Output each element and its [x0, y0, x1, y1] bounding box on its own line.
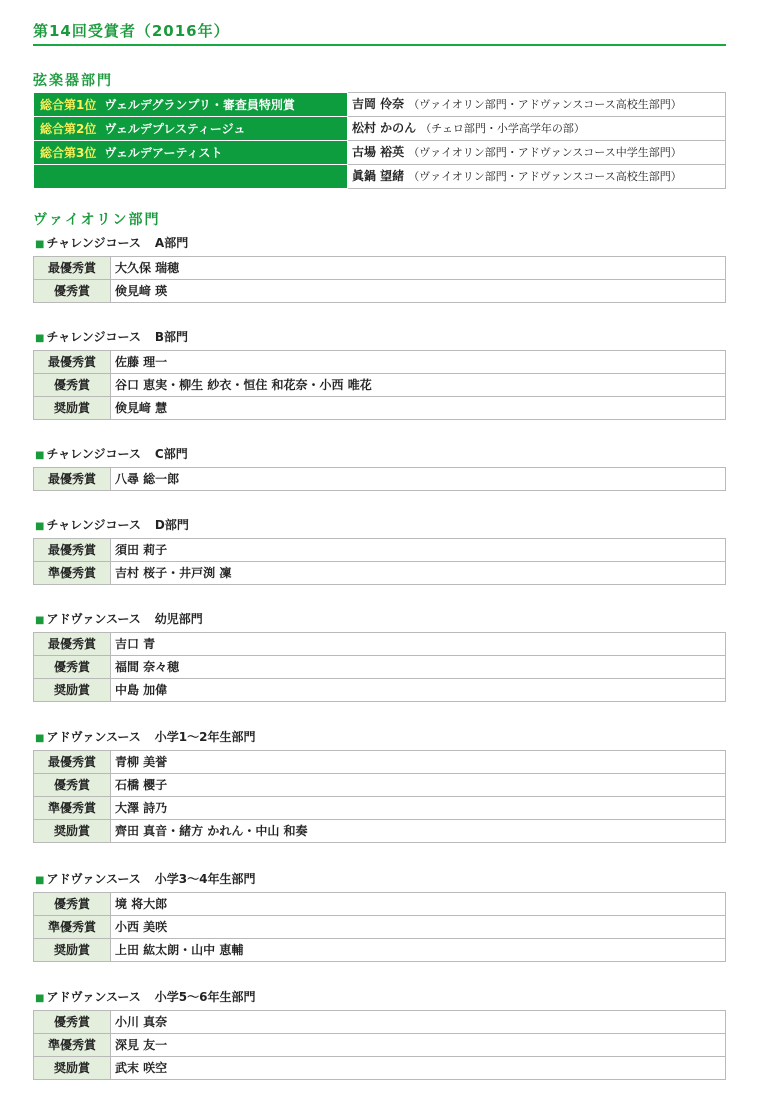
prize-cell: 奨励賞: [34, 397, 111, 420]
names-cell: 倹見﨑 瑛: [111, 280, 726, 303]
strings-section-heading: 弦楽器部門: [33, 73, 113, 89]
table-row: [34, 797, 726, 820]
table-row: [34, 656, 726, 679]
prize-cell: 優秀賞: [34, 656, 111, 679]
table-row: [34, 468, 726, 491]
prize-cell: 最優秀賞: [34, 633, 111, 656]
violin-section-heading: ヴァイオリン部門: [33, 212, 161, 228]
group-course: アドヴァンスース: [46, 730, 141, 744]
names-cell: 上田 紘太朗・山中 恵輔: [111, 939, 726, 962]
names-cell: 吉口 青: [111, 633, 726, 656]
group-division: A部門: [154, 236, 189, 250]
table-row: [34, 539, 726, 562]
names-cell: 小西 美咲: [111, 916, 726, 939]
prize-table: [33, 632, 726, 702]
award-cell: [34, 93, 348, 117]
square-bullet-icon: ■: [35, 733, 45, 744]
prize-table: [33, 892, 726, 962]
names-cell: 倹見﨑 慧: [111, 397, 726, 420]
prize-cell: 奨励賞: [34, 820, 111, 843]
square-bullet-icon: ■: [35, 521, 45, 532]
group-course: チャレンジコース: [46, 236, 141, 250]
winner-name: 松村 かのん: [352, 121, 417, 135]
table-row: [34, 397, 726, 420]
names-cell: 境 将大郎: [111, 893, 726, 916]
group-course: チャレンジコース: [46, 518, 141, 532]
award-rank: 総合第3位: [40, 145, 97, 160]
group-division: C部門: [154, 447, 188, 461]
names-cell: 福間 奈々穂: [111, 656, 726, 679]
winner-note: （ヴァイオリン部門・アドヴァンスコース高校生部門）: [408, 170, 682, 183]
award-title: ヴェルデプレスティージュ: [104, 121, 246, 136]
names-cell: 大久保 瑞穂: [111, 257, 726, 280]
page-title: 第14回受賞者（2016年）: [33, 20, 726, 46]
names-cell: 八尋 総一郎: [111, 468, 726, 491]
award-cell: [34, 141, 348, 165]
prize-cell: 奨励賞: [34, 939, 111, 962]
names-cell: 須田 莉子: [111, 539, 726, 562]
table-row: [34, 633, 726, 656]
table-row: [34, 280, 726, 303]
group-division: 小学3～4年生部門: [154, 872, 256, 886]
prize-cell: 優秀賞: [34, 893, 111, 916]
prize-cell: 準優秀賞: [34, 1034, 111, 1057]
table-row: [34, 751, 726, 774]
table-row: [34, 562, 726, 585]
group-course: アドヴァンスース: [46, 612, 141, 626]
square-bullet-icon: ■: [35, 333, 45, 344]
names-cell: 武末 咲空: [111, 1057, 726, 1080]
group-division: 幼児部門: [154, 612, 203, 626]
award-rank: 総合第2位: [40, 121, 97, 136]
prize-table: [33, 256, 726, 303]
table-row: [34, 351, 726, 374]
group-division: 小学1～2年生部門: [154, 730, 256, 744]
prize-cell: 最優秀賞: [34, 539, 111, 562]
table-row: [34, 141, 726, 165]
group-heading: [35, 446, 188, 464]
table-row: [34, 93, 726, 117]
winner-cell: [348, 141, 726, 165]
square-bullet-icon: ■: [35, 450, 45, 461]
winner-cell: [348, 165, 726, 189]
names-cell: 齊田 真音・緒方 かれん・中山 和奏: [111, 820, 726, 843]
prize-cell: 最優秀賞: [34, 751, 111, 774]
prize-cell: 準優秀賞: [34, 797, 111, 820]
prize-cell: 優秀賞: [34, 374, 111, 397]
group-division: B部門: [154, 330, 189, 344]
group-heading: [35, 329, 188, 347]
names-cell: 青柳 美誉: [111, 751, 726, 774]
group-course: チャレンジコース: [46, 447, 141, 461]
group-course: チャレンジコース: [46, 330, 141, 344]
winner-note: （チェロ部門・小学高学年の部）: [420, 122, 585, 135]
winner-name: 眞鍋 望緒: [352, 169, 405, 183]
names-cell: 大澤 詩乃: [111, 797, 726, 820]
table-row: [34, 939, 726, 962]
table-row: [34, 893, 726, 916]
strings-awards-table: [33, 92, 726, 189]
square-bullet-icon: ■: [35, 875, 45, 886]
table-row: [34, 820, 726, 843]
winner-cell: [348, 93, 726, 117]
winner-note: （ヴァイオリン部門・アドヴァンスコース高校生部門）: [408, 98, 682, 111]
square-bullet-icon: ■: [35, 615, 45, 626]
table-row: [34, 165, 726, 189]
award-title: ヴェルデグランプリ・審査員特別賞: [104, 97, 295, 112]
winner-cell: [348, 117, 726, 141]
table-row: [34, 1057, 726, 1080]
names-cell: 谷口 恵実・柳生 紗衣・恒住 和花奈・小西 唯花: [111, 374, 726, 397]
prize-table: [33, 1010, 726, 1080]
group-course: アドヴァンスース: [46, 872, 141, 886]
names-cell: 中島 加偉: [111, 679, 726, 702]
group-heading: [35, 989, 255, 1007]
prize-cell: 優秀賞: [34, 1011, 111, 1034]
award-rank: 総合第1位: [40, 97, 97, 112]
award-cell: [34, 117, 348, 141]
group-division: 小学5～6年生部門: [154, 990, 256, 1004]
prize-cell: 奨励賞: [34, 679, 111, 702]
prize-table: [33, 350, 726, 420]
prize-cell: 最優秀賞: [34, 468, 111, 491]
group-heading: [35, 729, 255, 747]
prize-cell: 最優秀賞: [34, 351, 111, 374]
table-row: [34, 679, 726, 702]
award-title: ヴェルデアーティスト: [104, 145, 223, 160]
winner-note: （ヴァイオリン部門・アドヴァンスコース中学生部門）: [408, 146, 682, 159]
group-heading: [35, 517, 189, 535]
table-row: [34, 117, 726, 141]
names-cell: 吉村 桜子・井戸渕 凜: [111, 562, 726, 585]
prize-cell: 最優秀賞: [34, 257, 111, 280]
group-division: D部門: [154, 518, 189, 532]
square-bullet-icon: ■: [35, 993, 45, 1004]
group-course: アドヴァンスース: [46, 990, 141, 1004]
square-bullet-icon: ■: [35, 239, 45, 250]
prize-table: [33, 467, 726, 491]
table-row: [34, 916, 726, 939]
prize-table: [33, 750, 726, 843]
prize-table: [33, 538, 726, 585]
table-row: [34, 1034, 726, 1057]
table-row: [34, 374, 726, 397]
group-heading: [35, 611, 203, 629]
winner-name: 吉岡 伶奈: [352, 97, 405, 111]
prize-cell: 優秀賞: [34, 774, 111, 797]
prize-cell: 準優秀賞: [34, 562, 111, 585]
winner-name: 古場 裕英: [352, 145, 405, 159]
prize-cell: 準優秀賞: [34, 916, 111, 939]
table-row: [34, 257, 726, 280]
prize-cell: 奨励賞: [34, 1057, 111, 1080]
table-row: [34, 1011, 726, 1034]
names-cell: 石橋 櫻子: [111, 774, 726, 797]
names-cell: 小川 真奈: [111, 1011, 726, 1034]
award-cell: [34, 165, 348, 189]
names-cell: 佐藤 理一: [111, 351, 726, 374]
group-heading: [35, 235, 188, 253]
group-heading: [35, 871, 255, 889]
names-cell: 深見 友一: [111, 1034, 726, 1057]
table-row: [34, 774, 726, 797]
prize-cell: 優秀賞: [34, 280, 111, 303]
